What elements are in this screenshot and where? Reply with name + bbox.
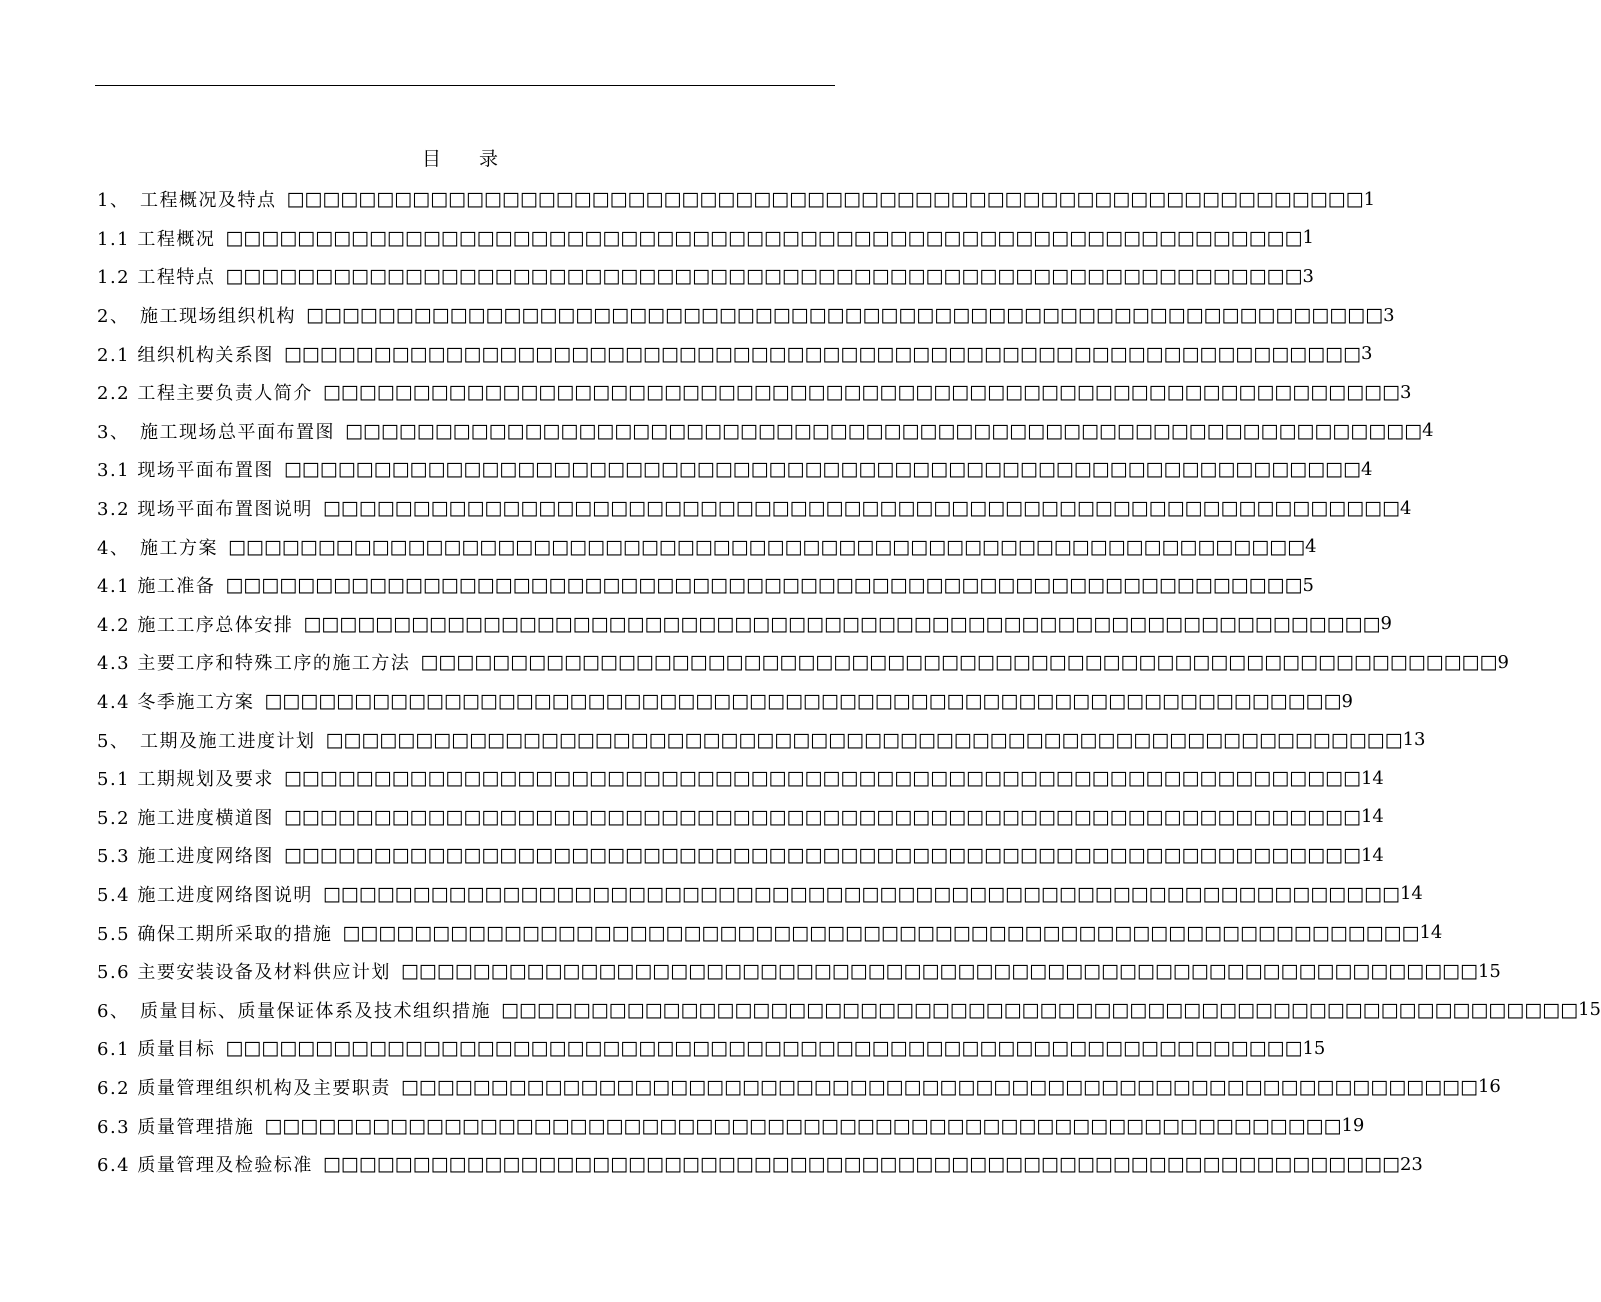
toc-leader: □□□□□□□□□□□□□□□□□□□□□□□□□□□□□□□□□□□□□□□□□□□□□□□□□□□□□□□□□□□□ xyxy=(322,381,1400,404)
toc-entry[interactable] xyxy=(97,1145,1423,1184)
toc-entry-page: 14 xyxy=(1360,806,1384,828)
toc-entry-page: 15 xyxy=(1578,999,1601,1021)
toc-leader: □□□□□□□□□□□□□□□□□□□□□□□□□□□□□□□□□□□□□□□□□□□□□□□□□□□□□□□□□□□□ xyxy=(225,1037,1303,1060)
toc-entry[interactable] xyxy=(97,720,1426,759)
toc-entry-page: 14 xyxy=(1360,844,1384,866)
toc-entry-page: 19 xyxy=(1341,1115,1365,1137)
toc-entry-page: 3 xyxy=(1383,304,1395,326)
toc-entry[interactable] xyxy=(97,682,1353,721)
toc-entry-label: 4.4 冬季施工方案 xyxy=(97,692,255,714)
toc-entry-label: 2.1 组织机构关系图 xyxy=(97,344,274,366)
header-rule xyxy=(95,85,835,86)
toc-entry-label: 5.1 工期规划及要求 xyxy=(97,769,274,791)
toc-entry[interactable] xyxy=(97,527,1317,566)
toc-leader: □□□□□□□□□□□□□□□□□□□□□□□□□□□□□□□□□□□□□□□□□□□□□□□□□□□□□□□□□□□□ xyxy=(283,458,1361,481)
toc-leader: □□□□□□□□□□□□□□□□□□□□□□□□□□□□□□□□□□□□□□□□□□□□□□□□□□□□□□□□□□□□ xyxy=(400,1075,1478,1098)
toc-leader: □□□□□□□□□□□□□□□□□□□□□□□□□□□□□□□□□□□□□□□□□□□□□□□□□□□□□□□□□□□□ xyxy=(325,728,1403,751)
toc-entry-page: 13 xyxy=(1402,729,1426,751)
toc-leader: □□□□□□□□□□□□□□□□□□□□□□□□□□□□□□□□□□□□□□□□□□□□□□□□□□□□□□□□□□□□ xyxy=(264,690,1342,713)
toc-entry-page: 1 xyxy=(1363,188,1376,210)
toc-entry-page: 9 xyxy=(1380,613,1392,635)
toc-entry[interactable] xyxy=(97,913,1443,952)
toc-leader: □□□□□□□□□□□□□□□□□□□□□□□□□□□□□□□□□□□□□□□□□□□□□□□□□□□□□□□□□□□□ xyxy=(400,960,1478,983)
toc-entry-page: 15 xyxy=(1477,960,1501,982)
toc-leader: □□□□□□□□□□□□□□□□□□□□□□□□□□□□□□□□□□□□□□□□□□□□□□□□□□□□□□□□□□□□ xyxy=(283,767,1361,790)
toc-entry-label: 4.1 施工准备 xyxy=(97,576,216,598)
toc-leader: □□□□□□□□□□□□□□□□□□□□□□□□□□□□□□□□□□□□□□□□□□□□□□□□□□□□□□□□□□□□ xyxy=(227,535,1306,558)
toc-entry-label: 1.2 工程特点 xyxy=(97,267,216,289)
toc-entry-label: 5.5 确保工期所采取的措施 xyxy=(97,923,333,945)
toc-entry-page: 3 xyxy=(1360,343,1373,365)
toc-entry-page: 14 xyxy=(1399,883,1423,905)
toc-entry-page: 14 xyxy=(1360,767,1384,789)
toc-leader: □□□□□□□□□□□□□□□□□□□□□□□□□□□□□□□□□□□□□□□□□□□□□□□□□□□□□□□□□□□□ xyxy=(342,921,1420,944)
toc-entry-label: 6.2 质量管理组织机构及主要职责 xyxy=(97,1077,391,1099)
toc-entry[interactable] xyxy=(97,798,1384,837)
toc-entry[interactable] xyxy=(97,605,1392,644)
toc-entry[interactable] xyxy=(97,875,1423,914)
toc-entry-label: 5.6 主要安装设备及材料供应计划 xyxy=(97,962,391,984)
toc-leader: □□□□□□□□□□□□□□□□□□□□□□□□□□□□□□□□□□□□□□□□□□□□□□□□□□□□□□□□□□□□ xyxy=(283,805,1361,828)
toc-entry[interactable] xyxy=(97,759,1384,798)
toc-entry[interactable] xyxy=(97,219,1314,258)
toc-entry-label: 5.4 施工进度网络图说明 xyxy=(97,884,313,906)
toc-leader: □□□□□□□□□□□□□□□□□□□□□□□□□□□□□□□□□□□□□□□□□□□□□□□□□□□□□□□□□□□□ xyxy=(225,574,1303,597)
toc-entry-label: 1、 工程概况及特点 xyxy=(97,190,277,212)
toc-entry-page: 9 xyxy=(1341,690,1353,712)
toc-entry-page: 5 xyxy=(1302,574,1314,596)
toc-entry-label: 2.2 工程主要负责人简介 xyxy=(97,383,313,405)
toc-entry-label: 5、 工期及施工进度计划 xyxy=(97,730,316,752)
toc-leader: □□□□□□□□□□□□□□□□□□□□□□□□□□□□□□□□□□□□□□□□□□□□□□□□□□□□□□□□□□□□ xyxy=(286,188,1364,211)
toc-entry-page: 9 xyxy=(1497,651,1509,673)
toc-entry-label: 3、 施工现场总平面布置图 xyxy=(97,421,335,443)
toc-leader: □□□□□□□□□□□□□□□□□□□□□□□□□□□□□□□□□□□□□□□□□□□□□□□□□□□□□□□□□□□□ xyxy=(305,304,1384,327)
toc-entry[interactable] xyxy=(97,296,1395,335)
toc-entry-label: 6.3 质量管理措施 xyxy=(97,1116,255,1138)
toc-entry-label: 5.2 施工进度横道图 xyxy=(97,807,274,829)
toc-entry[interactable] xyxy=(97,1106,1365,1145)
toc-entry-label: 1.1 工程概况 xyxy=(97,228,216,250)
toc-entry-label: 3.1 现场平面布置图 xyxy=(97,460,274,482)
toc-entry[interactable] xyxy=(97,836,1384,875)
toc-entry-label: 2、 施工现场组织机构 xyxy=(97,306,296,328)
toc-entry-label: 6.4 质量管理及检验标准 xyxy=(97,1155,313,1177)
toc-entry-label: 4.2 施工工序总体安排 xyxy=(97,614,294,636)
toc-entry-page: 4 xyxy=(1399,497,1412,519)
toc-entry[interactable] xyxy=(97,566,1314,605)
toc-entry[interactable] xyxy=(97,990,1601,1029)
toc-leader: □□□□□□□□□□□□□□□□□□□□□□□□□□□□□□□□□□□□□□□□□□□□□□□□□□□□□□□□□□□□ xyxy=(344,419,1423,442)
toc-entry[interactable] xyxy=(97,952,1501,991)
toc-entry-label: 3.2 现场平面布置图说明 xyxy=(97,499,313,521)
toc-leader: □□□□□□□□□□□□□□□□□□□□□□□□□□□□□□□□□□□□□□□□□□□□□□□□□□□□□□□□□□□□ xyxy=(500,998,1579,1021)
toc-entry[interactable] xyxy=(97,257,1314,296)
toc-leader: □□□□□□□□□□□□□□□□□□□□□□□□□□□□□□□□□□□□□□□□□□□□□□□□□□□□□□□□□□□□ xyxy=(283,342,1361,365)
toc-entry-label: 4、 施工方案 xyxy=(97,537,218,559)
toc-entry[interactable] xyxy=(97,373,1412,412)
toc-entry[interactable] xyxy=(97,450,1373,489)
toc-entry[interactable] xyxy=(97,489,1412,528)
toc-entry[interactable] xyxy=(97,412,1434,451)
table-of-contents xyxy=(97,180,1601,1183)
toc-leader: □□□□□□□□□□□□□□□□□□□□□□□□□□□□□□□□□□□□□□□□□□□□□□□□□□□□□□□□□□□□ xyxy=(303,612,1381,635)
toc-leader: □□□□□□□□□□□□□□□□□□□□□□□□□□□□□□□□□□□□□□□□□□□□□□□□□□□□□□□□□□□□ xyxy=(283,844,1361,867)
toc-leader: □□□□□□□□□□□□□□□□□□□□□□□□□□□□□□□□□□□□□□□□□□□□□□□□□□□□□□□□□□□□ xyxy=(322,882,1400,905)
toc-entry[interactable] xyxy=(97,180,1376,219)
toc-entry-label: 4.3 主要工序和特殊工序的施工方法 xyxy=(97,653,411,675)
toc-entry-page: 1 xyxy=(1302,227,1314,249)
toc-entry-page: 3 xyxy=(1399,381,1412,403)
toc-leader: □□□□□□□□□□□□□□□□□□□□□□□□□□□□□□□□□□□□□□□□□□□□□□□□□□□□□□□□□□□□ xyxy=(322,497,1400,520)
toc-leader: □□□□□□□□□□□□□□□□□□□□□□□□□□□□□□□□□□□□□□□□□□□□□□□□□□□□□□□□□□□□ xyxy=(225,226,1303,249)
toc-entry-page: 4 xyxy=(1360,458,1373,480)
toc-entry[interactable] xyxy=(97,334,1373,373)
toc-entry-label: 5.3 施工进度网络图 xyxy=(97,846,274,868)
toc-entry-page: 23 xyxy=(1399,1153,1423,1175)
toc-entry-page: 14 xyxy=(1419,922,1443,944)
toc-entry-page: 4 xyxy=(1305,536,1317,558)
toc-entry-label: 6、 质量目标、质量保证体系及技术组织措施 xyxy=(97,1000,491,1022)
toc-leader: □□□□□□□□□□□□□□□□□□□□□□□□□□□□□□□□□□□□□□□□□□□□□□□□□□□□□□□□□□□□ xyxy=(420,651,1498,674)
toc-entry-label: 6.1 质量目标 xyxy=(97,1039,216,1061)
toc-entry[interactable] xyxy=(97,1029,1326,1068)
toc-leader: □□□□□□□□□□□□□□□□□□□□□□□□□□□□□□□□□□□□□□□□□□□□□□□□□□□□□□□□□□□□ xyxy=(322,1153,1400,1176)
toc-entry-page: 3 xyxy=(1302,265,1314,287)
toc-entry-page: 4 xyxy=(1422,420,1434,442)
toc-leader: □□□□□□□□□□□□□□□□□□□□□□□□□□□□□□□□□□□□□□□□□□□□□□□□□□□□□□□□□□□□ xyxy=(225,265,1303,288)
toc-leader: □□□□□□□□□□□□□□□□□□□□□□□□□□□□□□□□□□□□□□□□□□□□□□□□□□□□□□□□□□□□ xyxy=(264,1114,1342,1137)
toc-entry-page: 15 xyxy=(1302,1037,1326,1059)
toc-title: 目 录 xyxy=(421,148,498,170)
toc-entry[interactable] xyxy=(97,1068,1501,1107)
toc-entry-page: 16 xyxy=(1477,1076,1501,1098)
toc-entry[interactable] xyxy=(97,643,1509,682)
